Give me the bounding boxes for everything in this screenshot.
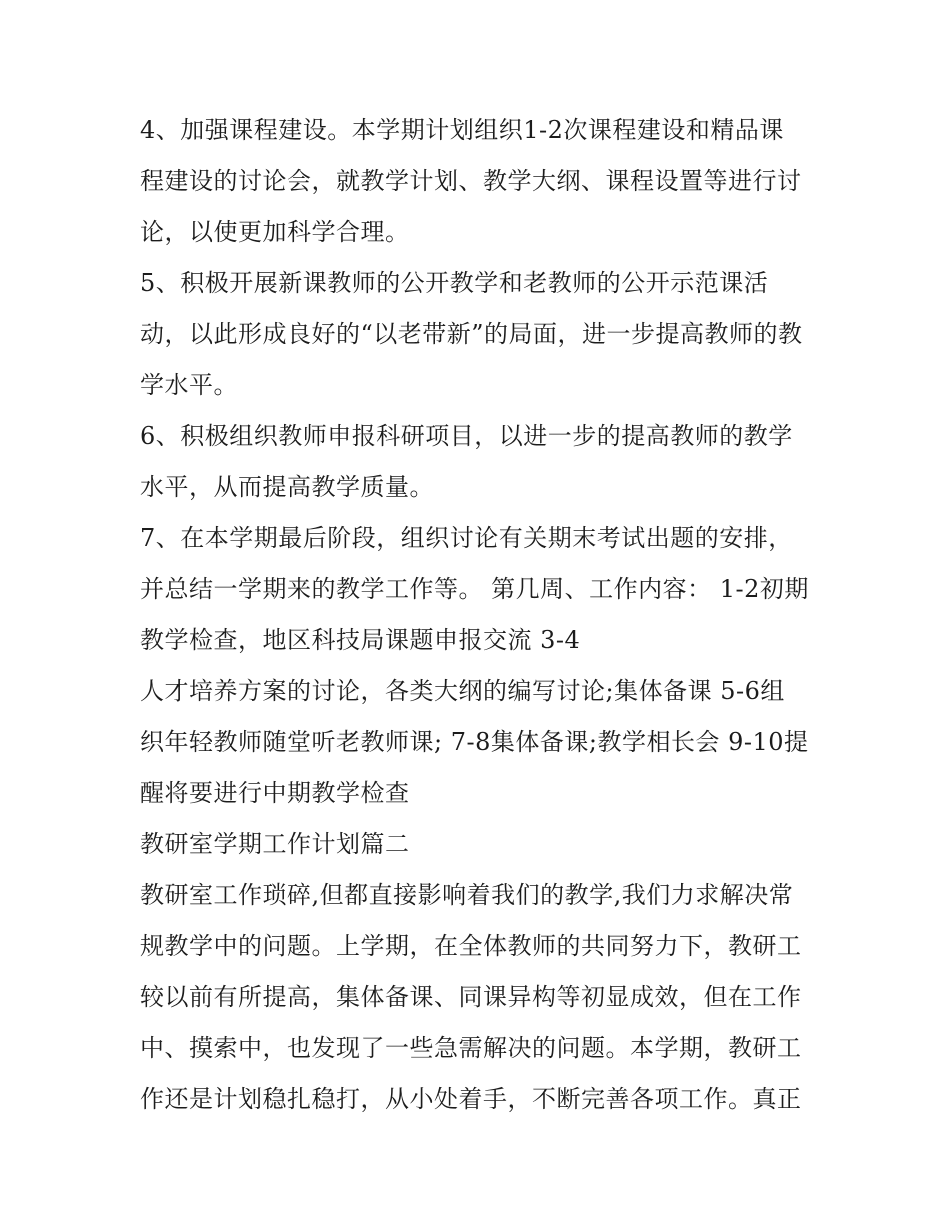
text-line: 水平，从而提高教学质量。 [140, 473, 434, 501]
text-line: 醒将要进行中期教学检查 [140, 779, 410, 807]
text-line: 织年轻教师随堂听老教师课; 7-8集体备课;教学相长会 9-10提 [140, 728, 809, 756]
text-line: 论，以使更加科学合理。 [140, 218, 410, 246]
text-line: 并总结一学期来的教学工作等。 第几周、工作内容： 1-2初期 [140, 575, 809, 603]
text-line: 规教学中的问题。上学期，在全体教师的共同努力下，教研工 [140, 932, 802, 960]
text-line: 5、积极开展新课教师的公开教学和老教师的公开示范课活 [140, 269, 769, 297]
text-line: 教研室工作琐碎,但都直接影响着我们的教学,我们力求解决常 [140, 881, 794, 909]
text-line: 中、摸索中，也发现了一些急需解决的问题。本学期，教研工 [140, 1034, 802, 1062]
text-line: 程建设的讨论会，就教学计划、教学大纲、课程设置等进行讨 [140, 167, 802, 195]
text-line: 较以前有所提高，集体备课、同课异构等初显成效，但在工作 [140, 983, 802, 1011]
section-heading: 教研室学期工作计划篇二 [140, 830, 410, 858]
text-line: 4、加强课程建设。本学期计划组织1-2次课程建设和精品课 [140, 116, 784, 144]
text-line: 6、积极组织教师申报科研项目，以进一步的提高教师的教学 [140, 422, 793, 450]
text-line: 人才培养方案的讨论，各类大纲的编写讨论;集体备课 5-6组 [140, 677, 785, 705]
text-line: 教学检查，地区科技局课题申报交流 3-4 [140, 626, 581, 654]
text-line: 动，以此形成良好的“以老带新”的局面，进一步提高教师的教 [140, 320, 803, 348]
text-line: 7、在本学期最后阶段，组织讨论有关期末考试出题的安排， [140, 524, 793, 552]
text-line: 学水平。 [140, 371, 238, 399]
text-line: 作还是计划稳扎稳打，从小处着手，不断完善各项工作。真正 [140, 1085, 802, 1113]
